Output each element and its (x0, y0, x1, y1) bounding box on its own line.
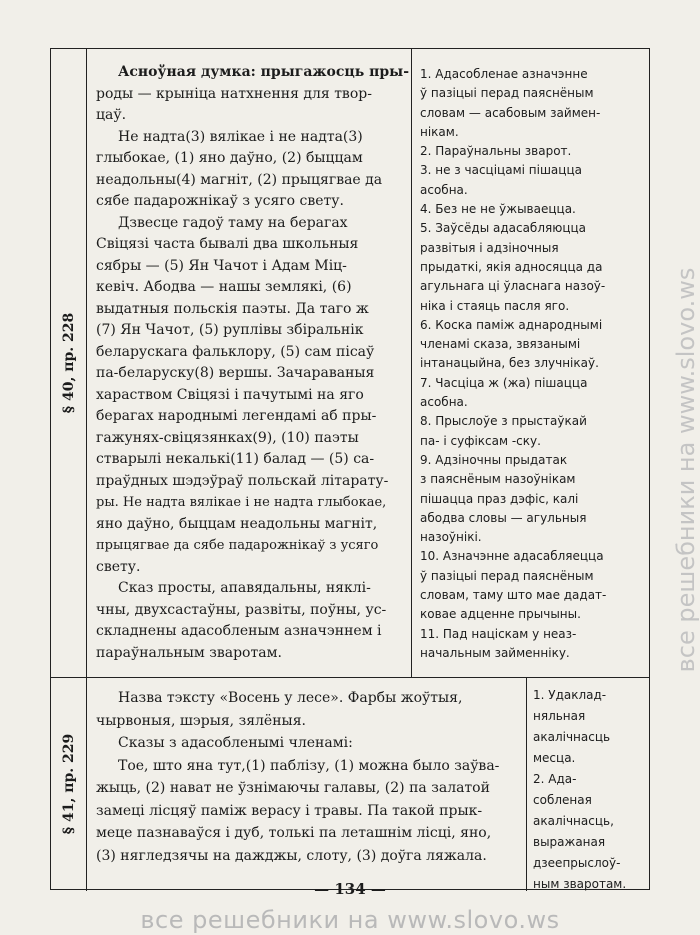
text-line: берагах народнымі легендамі аб пры- (96, 408, 377, 424)
section-label: § 40, пр. 228 (60, 312, 77, 414)
note-line: прыдаткі, якія адносяцца да (420, 259, 603, 274)
main-text-cell (86, 49, 412, 677)
exercise-row-228 (51, 49, 649, 678)
text-line: Назва тэксту «Восень у лесе». Фарбы жоўтыя, (118, 690, 463, 706)
text-line: Не надта(3) вялікае і не надта(3) (118, 128, 363, 145)
text-line: кевіч. Абодва — нашы землякі, (6) (96, 279, 352, 295)
text-line: жыць, (2) нават не ўзнімаючы галавы, (2) па залатой (96, 780, 490, 796)
note-line: 3. не з часціцамі пішацца (420, 163, 582, 178)
text-line: сябе падарожнікаў з усяго свету. (96, 193, 344, 209)
note-line: ў пазіцыі перад паяснёным (420, 86, 594, 101)
note-line: абодва словы — агульныя (420, 510, 587, 525)
note-line: 2. Ада- (533, 772, 577, 786)
notes-text (420, 65, 606, 663)
section-label: § 41, пр. 229 (60, 733, 77, 835)
text-line: замеці лісцяў паміж верасу і травы. Па такой прык- (96, 802, 483, 819)
note-line: ным зваротам. (533, 877, 627, 891)
note-line: асобна. (420, 395, 468, 410)
text-line: яно даўно, быццам неадольны магніт, (96, 515, 378, 532)
text-line: хараством Свіцязі і пачутымі на яго (96, 386, 364, 403)
note-line: акалічнасць, (533, 814, 614, 828)
main-text-cell (86, 677, 527, 891)
note-line: пішацца праз дэфіс, калі (420, 491, 579, 506)
note-line: 9. Адзіночны прыдатак (420, 452, 568, 467)
note-line: собленая (533, 793, 592, 807)
note-line: 1. Удаклад- (533, 688, 607, 702)
page-number: — 134 — (314, 880, 386, 898)
note-line: з паяснёным назоўнікам (420, 472, 576, 487)
note-line: месца. (533, 751, 576, 765)
note-line: 2. Параўнальны зварот. (420, 144, 572, 159)
note-line: асобна. (420, 182, 468, 197)
text-line: прыцягвае да сябе падарожнікаў з усяго (96, 538, 379, 553)
text-line: складнены адасобленым азначэннем і (96, 623, 382, 639)
notes-text (533, 685, 626, 895)
exercise-table (50, 48, 650, 890)
note-line: 1. Адасобленае азначэнне (420, 67, 588, 81)
note-line: інтанацыйна, без злучнікаў. (420, 356, 599, 371)
note-line: членамі сказа, звязанымі (420, 337, 581, 352)
note-line: 10. Азначэнне адасабляецца (420, 549, 604, 564)
note-line: ў пазіцыі перад паяснёным (420, 568, 594, 583)
text-line: па-беларуску(8) вершы. Зачараваныя (96, 365, 375, 381)
section-label-cell (51, 49, 87, 677)
text-line: сябры — (5) Ян Чачот і Адам Міц- (96, 257, 347, 274)
note-line: 7. Часціца ж (жа) пішацца (420, 375, 588, 390)
note-line: ковае адценне прычыны. (420, 607, 581, 622)
note-line: 5. Заўсёды адасабляюцца (420, 221, 587, 236)
text-line: Асноўная думка: прыгажосць пры- (118, 64, 410, 80)
text-line: Дзвесце гадоў таму на берагах (118, 214, 348, 231)
text-line: роды — крыніца натхнення для твор- (96, 85, 372, 102)
notes-cell (526, 677, 651, 891)
note-line: 4. Без не не ўжываецца. (420, 202, 576, 217)
main-text (96, 687, 499, 867)
note-line: назоўнікі. (420, 530, 482, 545)
note-line: словам, таму што мае дадат- (420, 588, 607, 603)
footer-watermark: все решебники на www.slovo.ws (140, 906, 560, 934)
text-line: параўнальным зваротам. (96, 644, 282, 661)
text-line: чны, двухсастаўны, развіты, поўны, ус- (96, 601, 387, 618)
note-line: выражаная (533, 835, 606, 849)
text-line: чырвоныя, шэрыя, зялёныя. (96, 712, 306, 729)
main-text (96, 62, 409, 664)
text-line: праўдных шэдэўраў польскай літарату- (96, 472, 389, 489)
text-line: неадольны(4) магніт, (2) прыцягвае да (96, 171, 383, 188)
text-line: Тое, што яна тут,(1) паблізу, (1) можна было заўва- (118, 757, 500, 774)
note-line: 11. Пад націскам у неаз- (420, 626, 577, 641)
text-line: ры. Не надта вялікае і не надта глыбокае, (96, 495, 387, 510)
side-watermark: все решебники на www.slovo.ws (672, 267, 700, 673)
note-line: 8. Прыслоўе з прыстаўкай (420, 414, 587, 429)
text-line: мецe пазнаваўся і дуб, толькі па леташнім лісці, яно, (96, 825, 492, 841)
text-line: беларускага фальклору, (5) сам пісаў (96, 343, 375, 360)
text-line: ствaрылі некалькі(11) балад — (5) са- (96, 451, 375, 467)
text-line: Сказы з адасобленымі членамі: (118, 735, 353, 751)
notes-cell (411, 49, 651, 677)
note-line: агульнага ці ўласнага назоў- (420, 279, 606, 294)
text-line: (3) нягледзячы на дажджы, слоту, (3) доўга ляжала. (96, 847, 487, 864)
text-line: выдатныя польскія паэты. Да таго ж (96, 300, 369, 317)
note-line: дзеепрыслоў- (533, 856, 621, 870)
text-line: свету. (96, 558, 141, 575)
text-line: цаў. (96, 107, 127, 123)
note-line: 6. Коска паміж аднароднымі (420, 317, 603, 332)
section-label-cell (51, 677, 87, 891)
text-line: гажунях-свіцязянках(9), (10) паэты (96, 429, 359, 446)
exercise-row-229 (51, 677, 649, 891)
note-line: нікам. (420, 124, 459, 139)
note-line: па- і суфіксам -ску. (420, 433, 541, 448)
note-line: акалічнасць (533, 730, 611, 744)
note-line: няльная (533, 709, 586, 723)
text-line: глыбокае, (1) яно даўно, (2) быццам (96, 150, 363, 166)
note-line: ніка і стаяць пасля яго. (420, 298, 570, 313)
note-line: словам — асабовым займен- (420, 105, 601, 120)
note-line: развітыя і адзіночныя (420, 240, 559, 255)
text-line: Свіцязі часта бывалі два школьныя (96, 236, 359, 252)
note-line: начальным займенніку. (420, 645, 570, 660)
text-line: Сказ просты, апавядальны, няклі- (118, 580, 371, 596)
text-line: (7) Ян Чачот, (5) руплівы збіральнік (96, 322, 364, 338)
